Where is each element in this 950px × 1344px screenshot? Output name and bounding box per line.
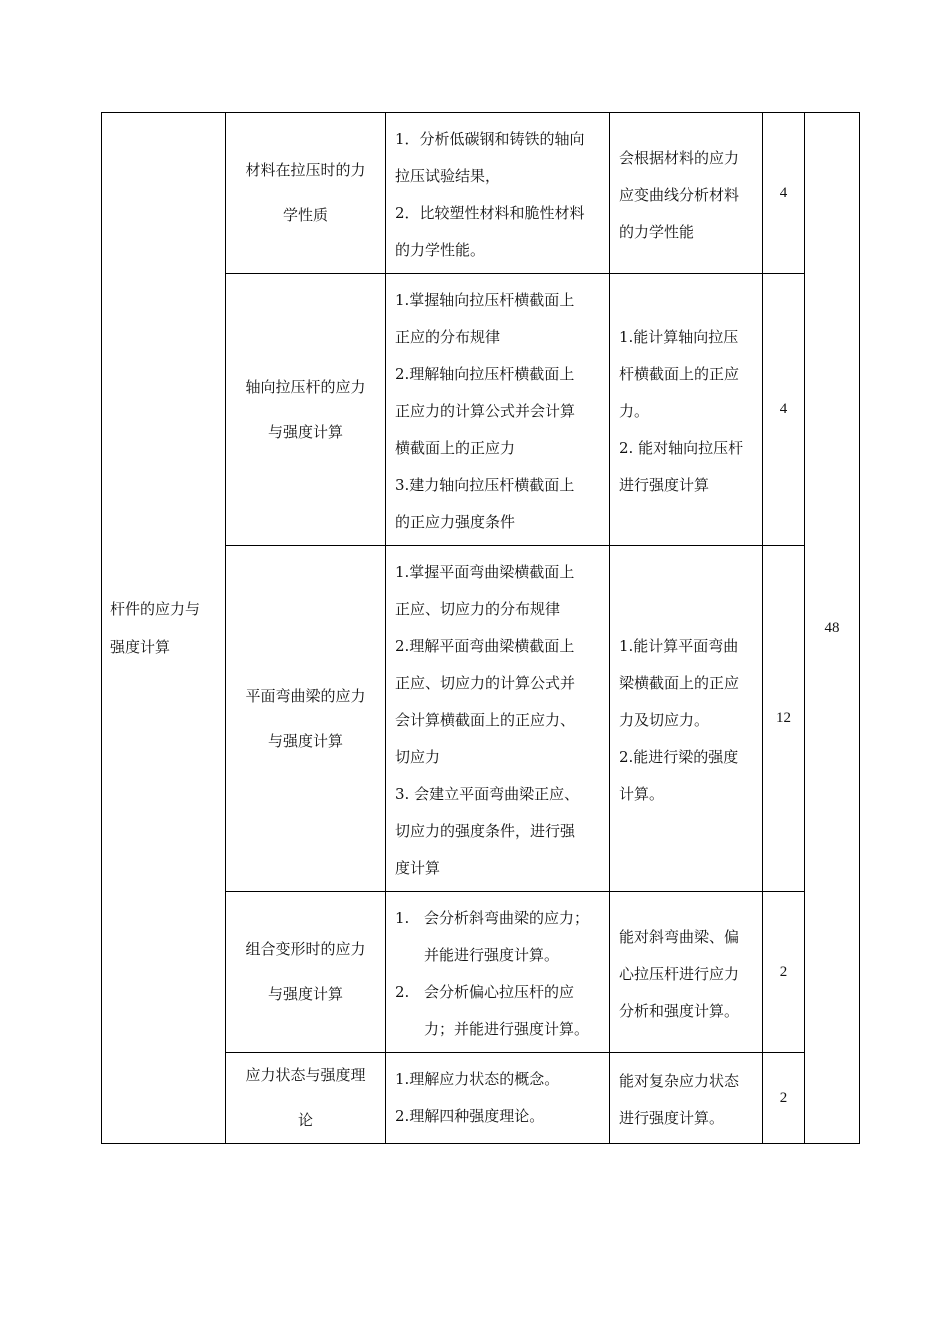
content-line: 2.理解平面弯曲梁横截面上 [395, 637, 575, 655]
content-cell [386, 113, 610, 274]
numbered-item [395, 900, 603, 937]
item-number: 1. [395, 909, 410, 927]
topic-cell [226, 1053, 386, 1144]
item-number: 2. [395, 983, 410, 1001]
ability-cell [610, 274, 763, 546]
ability-line: 力及切应力。 [619, 711, 710, 729]
module-name-cell [102, 113, 226, 1144]
topic-line: 论 [297, 1111, 313, 1129]
total-hours-cell: 48 [805, 113, 860, 1144]
topic-line: 平面弯曲梁的应力 [245, 686, 366, 705]
content-cell [386, 892, 610, 1053]
content-line: 1.掌握平面弯曲梁横截面上 [395, 563, 575, 581]
ability-line: 进行强度计算。 [619, 1109, 725, 1127]
syllabus-table [101, 112, 860, 1144]
topic-cell [226, 113, 386, 274]
content-line: 的力学性能。 [395, 241, 486, 259]
content-line: 度计算 [395, 859, 441, 877]
content-line: 横截面上的正应力 [395, 439, 516, 457]
content-line: 3. 会建立平面弯曲梁正应、 [395, 785, 580, 803]
module-name-line: 强度计算 [110, 638, 171, 656]
ability-line: 梁横截面上的正应 [619, 674, 740, 692]
module-name-line: 杆件的应力与 [110, 600, 201, 618]
item-continuation: 并能进行强度计算。 [424, 946, 560, 964]
content-line: 2.理解四种强度理论。 [395, 1107, 545, 1125]
ability-line: 2.能进行梁的强度 [619, 748, 739, 766]
topic-line: 与强度计算 [267, 731, 343, 750]
ability-cell [610, 1053, 763, 1144]
content-line: 3.建力轴向拉压杆横截面上 [395, 476, 575, 494]
ability-line: 会根据材料的应力 [619, 148, 740, 167]
ability-line: 杆横截面上的正应 [619, 365, 740, 383]
ability-line: 进行强度计算 [619, 476, 710, 494]
topic-line: 轴向拉压杆的应力 [245, 377, 366, 396]
content-line: 1.理解应力状态的概念。 [395, 1070, 560, 1088]
topic-line: 材料在拉压时的力 [245, 161, 366, 179]
item-continuation: 力；并能进行强度计算。 [424, 1020, 590, 1038]
hours-cell: 2 [763, 892, 805, 1053]
ability-line: 应变曲线分析材料 [619, 185, 740, 204]
hours-cell: 12 [763, 546, 805, 892]
ability-cell [610, 892, 763, 1053]
ability-line: 心拉压杆进行应力 [619, 964, 740, 983]
content-line: 拉压试验结果， [395, 167, 501, 185]
ability-line: 力。 [619, 402, 650, 420]
content-line: 正应、切应力的分布规律 [395, 600, 561, 618]
hours-cell: 4 [763, 274, 805, 546]
content-line: 的正应力强度条件 [395, 513, 516, 531]
content-line: 切应力 [395, 748, 441, 766]
ability-cell [610, 546, 763, 892]
hours-cell: 4 [763, 113, 805, 274]
numbered-item [395, 974, 603, 1011]
topic-line: 应力状态与强度理 [245, 1066, 366, 1084]
ability-line: 1.能计算平面弯曲 [619, 637, 739, 655]
item-text: 会分析偏心拉压杆的应 [424, 983, 575, 1001]
topic-line: 与强度计算 [267, 985, 343, 1003]
content-line: 1.掌握轴向拉压杆横截面上 [395, 291, 575, 309]
ability-cell [610, 113, 763, 274]
content-line: 1．分析低碳钢和铸铁的轴向 [395, 130, 585, 148]
content-line: 正应、切应力的计算公式并 [395, 674, 576, 692]
topic-cell [226, 274, 386, 546]
hours-cell: 2 [763, 1053, 805, 1144]
table-row [102, 113, 860, 274]
content-cell [386, 1053, 610, 1144]
topic-line: 与强度计算 [267, 422, 343, 441]
content-cell [386, 546, 610, 892]
content-line: 正应力的计算公式并会计算 [395, 402, 576, 420]
item-text: 会分析斜弯曲梁的应力； [424, 909, 590, 927]
topic-line: 学性质 [282, 206, 328, 224]
content-line: 切应力的强度条件，进行强 [395, 822, 576, 840]
content-cell [386, 274, 610, 546]
content-line: 2．比较塑性材料和脆性材料 [395, 204, 585, 222]
content-line: 正应的分布规律 [395, 328, 501, 346]
topic-cell [226, 546, 386, 892]
content-line: 2.理解轴向拉压杆横截面上 [395, 365, 575, 383]
ability-line: 能对复杂应力状态 [619, 1072, 740, 1090]
ability-line: 计算。 [619, 785, 665, 803]
ability-line: 2. 能对轴向拉压杆 [619, 439, 744, 457]
ability-line: 1.能计算轴向拉压 [619, 328, 739, 346]
content-line: 会计算横截面上的正应力、 [395, 711, 576, 729]
topic-line: 组合变形时的应力 [245, 940, 366, 958]
ability-line: 的力学性能 [619, 222, 695, 241]
topic-cell [226, 892, 386, 1053]
ability-line: 能对斜弯曲梁、偏 [619, 927, 740, 946]
ability-line: 分析和强度计算。 [619, 1001, 740, 1020]
